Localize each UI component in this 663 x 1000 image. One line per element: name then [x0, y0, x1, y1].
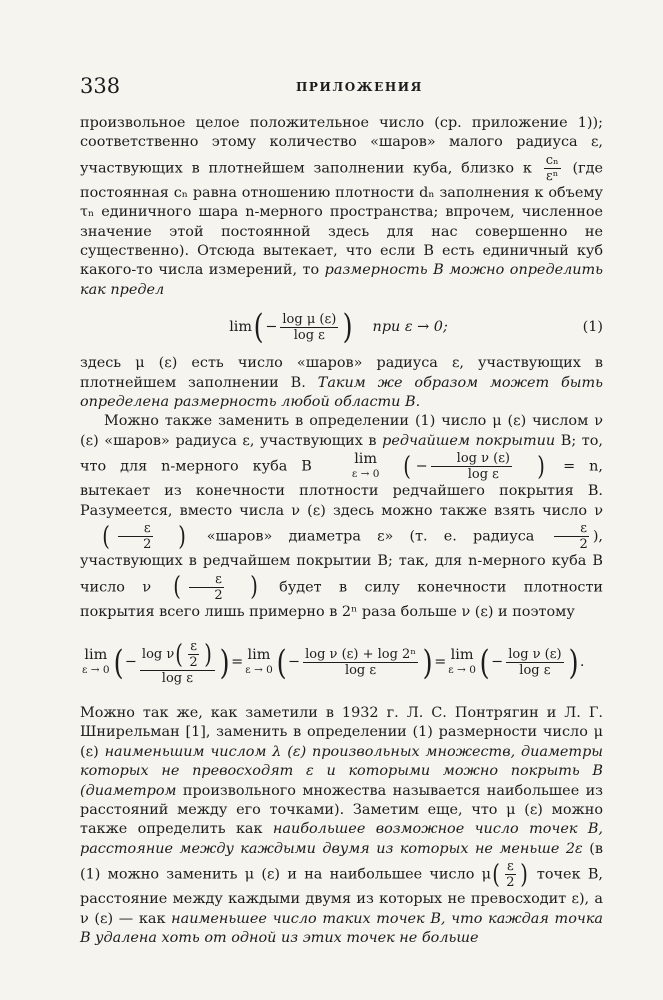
fraction-cn-over-eps-n: $\frac{\text{cₙ}}{\text{εⁿ}}$	[545, 152, 559, 184]
running-header: ПРИЛОЖЕНИЯ	[296, 80, 423, 94]
paragraph-4: Можно так же, как заметили в 1932 г. Л. С. Понтрягин и Л. Г. Шнирельман [1], заменить в определении (1) размерности число μ (ε) наименьшим числом λ (ε) произвольных множеств, диаметры которых не превосходят ε и которыми можно покрыть B (диаметром произвольного множества называется наибольшее из расстояний между его точками). Заметим еще, что μ (ε) можно также определить как наибольшее возможное число точек B, расстояние между каждыми двумя из которых не меньше 2ε (в (1) можно заменить μ (ε) и на наибольшее число μ( $\frac{\varepsilon}{2}$ ) точек B, расстояние между каждыми двумя из которых не превосходит ε), а ν (ε) — как наименьшее число таких точек B, что каждая точка B удалена хоть от одной из этих точек не больше	[80, 704, 604, 946]
paragraph-3: Можно также заменить в определении (1) число μ (ε) числом ν (ε) «шаров» радиуса ε, участвующих в редчайшем покрытии B; то, что для n-мерного куба B lim ε → 0 ( − $\frac{\text{log ν (ε)}}{\text{log ε}}$ ) = n, вытекает из конечности плотности редчайшего покрытия B. Разумеется, вместо числа ν (ε) здесь можно также взять число ν( $\frac{\varepsilon}{2}$ ) «шаров» диаметра ε» (т. е. радиуса $\frac{\varepsilon}{2}$ ), участвующих в редчайшем покрытии B; так, для n-мерного куба B число ν ( $\frac{\varepsilon}{2}$ ) будет в силу конечности плотности покрытия всего лишь примерно в 2ⁿ раза больше ν (ε) и поэтому	[80, 413, 604, 620]
formula-2: lim ε → 0 ( − log ν( $\frac{\varepsilon}{2}$ ) log ε ) = lim ε → 0 ( − $\frac{\text{log ν (ε) + log 2ⁿ}}{\text{log ε}}$ ) = lim ε → 0 ( − $\frac{\text{log ν (ε)}}{\text{log ε}}$ ) .	[82, 639, 585, 687]
equation-number: (1)	[582, 318, 603, 335]
main-text	[80, 114, 603, 948]
paragraph-1: произвольное целое положительное число (ср. приложение 1)); соответственно этому количество «шаров» малого радиуса ε, участвующих в плотнейшем заполнении куба, близко к $\frac{\text{cₙ}}{\text{εⁿ}}$ (где постоянная cₙ равна отношению плотности dₙ заполнения к объему τₙ единичного шара n-мерного пространства; впрочем, численное значение этой постоянной здесь для нас совершенно не существенно). Отсюда вытекает, что если B есть единичный куб какого-то числа измерений, то размерность B можно определить как предел	[80, 115, 604, 298]
page-number: 338	[80, 74, 121, 98]
paragraph-2: здесь μ (ε) есть число «шаров» радиуса ε, участвующих в плотнейшем заполнении B. Таким же образом может быть определена размерность любой области B.	[80, 355, 604, 411]
formula-1: lim ( − $\frac{\text{log μ (ε)}}{\text{log ε}}$ ) при ε → 0; (1)	[229, 307, 603, 348]
